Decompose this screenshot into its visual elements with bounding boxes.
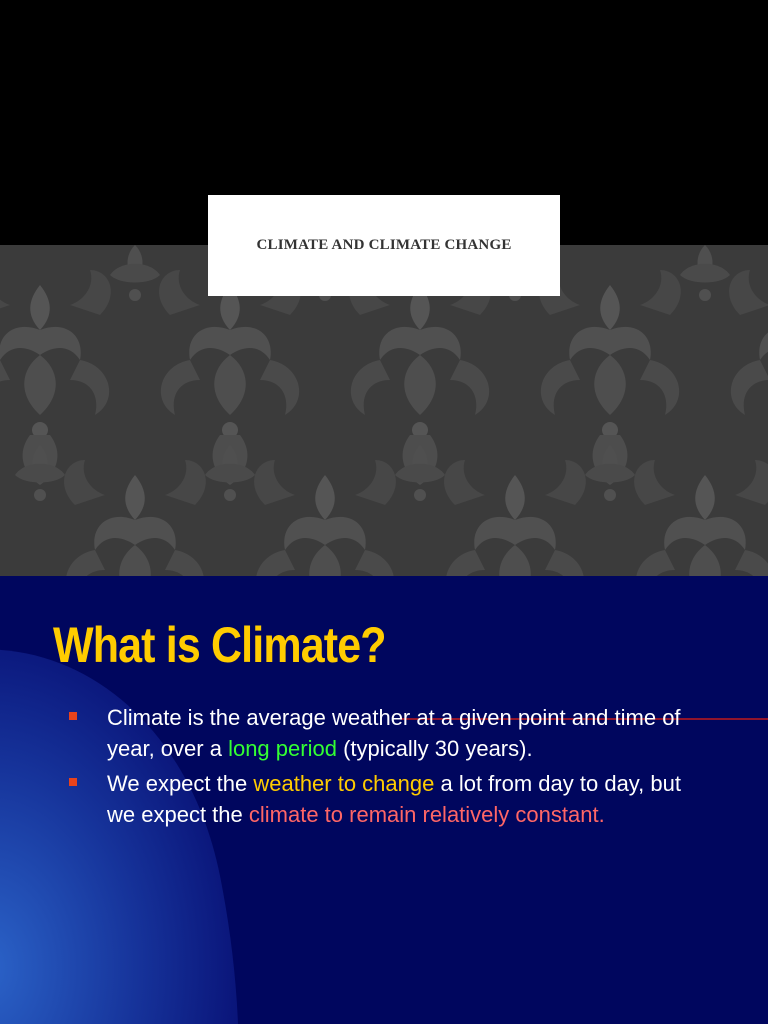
bullet-text-part: (typically 30 years). — [336, 736, 533, 761]
slide-title: CLIMATE AND CLIMATE CHANGE — [256, 237, 512, 253]
bullet-item — [66, 702, 706, 764]
title-box — [208, 195, 560, 296]
bullet-text — [107, 771, 681, 827]
bullet-marker-icon — [69, 778, 77, 786]
highlight-weather-to-change: weather to change — [253, 771, 435, 796]
bullet-text — [107, 705, 681, 761]
bullet-text-part: a lot from day to day, but we expect the — [107, 771, 681, 827]
content-slide — [0, 576, 768, 1024]
bullet-marker-icon — [69, 712, 77, 720]
bullet-list — [66, 702, 706, 834]
highlight-long-period: long period — [228, 736, 337, 761]
bullet-text-part: Climate is the average weather at a given point and time of year, over a — [107, 705, 681, 761]
bullet-item — [66, 768, 706, 830]
highlight-climate-constant: climate to remain relatively constant. — [248, 802, 605, 827]
bullet-text-part: We expect the — [107, 771, 254, 796]
slide-heading: What is Climate? — [53, 617, 386, 673]
